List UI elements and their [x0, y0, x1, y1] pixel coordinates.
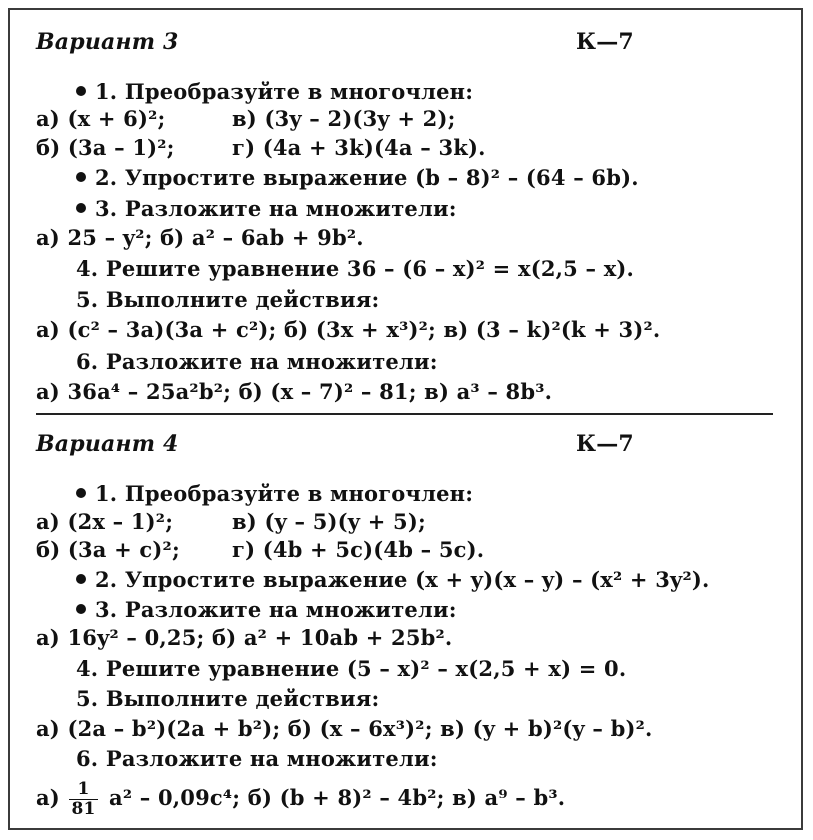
v4-task-6a-label: а): [36, 785, 60, 810]
v3-task-3-text: 3. Разложите на множители:: [95, 196, 457, 221]
variant-4-title: Вариант 4: [36, 431, 179, 457]
v4-task-6a: [36, 780, 565, 819]
v4-task-1: [76, 482, 473, 506]
bullet-icon: [76, 604, 86, 614]
v4-task-3-text: 3. Разложите на множители:: [95, 597, 457, 622]
bullet-icon: [76, 203, 86, 213]
v4-task-1b: б) (3a + c)²;: [36, 537, 180, 562]
v3-task-6a: а) 36a⁴ – 25a²b²; б) (x – 7)² – 81; в) a³ – 8b³.: [36, 379, 553, 404]
v4-task-3a: а) 16y² – 0,25; б) a² + 10ab + 25b².: [36, 625, 453, 650]
variant-3-code: К—7: [576, 29, 634, 55]
v3-task-1a: а) (x + 6)²;: [36, 106, 166, 131]
v3-task-3a: а) 25 – y²; б) a² – 6ab + 9b².: [36, 225, 364, 250]
v4-task-1a: а) (2x – 1)²;: [36, 509, 174, 534]
v4-task-1v: в) (y – 5)(y + 5);: [232, 509, 426, 534]
v3-task-1-text: 1. Преобразуйте в многочлен:: [95, 79, 474, 104]
v3-task-3: [76, 197, 457, 221]
bullet-icon: [76, 488, 86, 498]
v3-task-2: [76, 166, 639, 190]
v4-task-1g: г) (4b + 5c)(4b – 5c).: [232, 537, 485, 562]
v4-task-4: 4. Решите уравнение (5 – x)² – x(2,5 + x) = 0.: [76, 656, 627, 681]
v3-task-6: 6. Разложите на множители:: [76, 349, 438, 374]
v3-task-5a: а) (c² – 3a)(3a + c²); б) (3x + x³)²; в) (3 – k)²(k + 3)².: [36, 317, 661, 342]
v3-task-2-text: 2. Упростите выражение (b – 8)² – (64 – 6b).: [95, 165, 639, 190]
v4-task-1-text: 1. Преобразуйте в многочлен:: [95, 481, 474, 506]
v3-task-1v: в) (3y – 2)(3y + 2);: [232, 106, 456, 131]
fraction-numerator: 1: [69, 780, 97, 800]
v4-task-6a-text: a² – 0,09c⁴; б) (b + 8)² – 4b²; в) a⁹ – b³.: [109, 785, 566, 810]
bullet-icon: [76, 172, 86, 182]
v3-task-4: 4. Решите уравнение 36 – (6 – x)² = x(2,5 – x).: [76, 256, 635, 281]
v3-task-5: 5. Выполните действия:: [76, 287, 380, 312]
v4-task-2: [76, 568, 710, 592]
bullet-icon: [76, 86, 86, 96]
v3-task-1: [76, 80, 473, 104]
fraction-denominator: 81: [71, 799, 96, 819]
v4-task-2-text: 2. Упростите выражение (x + y)(x – y) – (x² + 3y²).: [95, 567, 710, 592]
v4-task-6: 6. Разложите на множители:: [76, 746, 438, 771]
variant-4-code: К—7: [576, 431, 634, 457]
v3-task-1b: б) (3a – 1)²;: [36, 135, 175, 160]
v3-task-1g: г) (4a + 3k)(4a – 3k).: [232, 135, 486, 160]
variant-3-title: Вариант 3: [36, 29, 179, 55]
v4-task-5a: а) (2a – b²)(2a + b²); б) (x – 6x³)²; в) (y + b)²(y – b)².: [36, 716, 653, 741]
v4-task-3: [76, 598, 457, 622]
bullet-icon: [76, 574, 86, 584]
v4-task-5: 5. Выполните действия:: [76, 686, 380, 711]
section-divider: [36, 413, 773, 415]
fraction: [69, 780, 97, 819]
